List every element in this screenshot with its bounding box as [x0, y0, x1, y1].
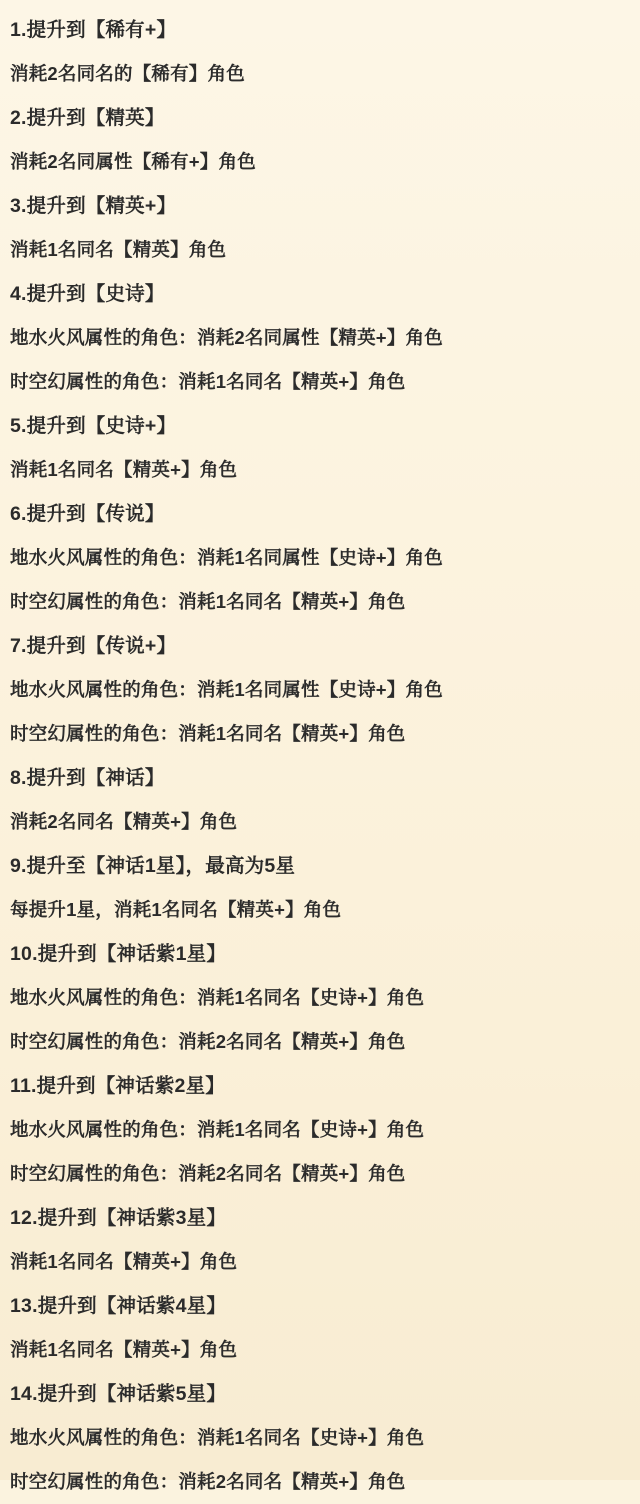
step-6-detail-b: 时空幻属性的角色：消耗1名同名【精英+】角色 — [10, 591, 406, 612]
step-8-title: 8.提升到【神话】 — [10, 767, 165, 789]
step-2-title: 2.提升到【精英】 — [10, 107, 165, 129]
step-14-title: 14.提升到【神话紫5星】 — [10, 1383, 227, 1405]
step-5-detail: 消耗1名同名【精英+】角色 — [10, 459, 238, 480]
step-5-title: 5.提升到【史诗+】 — [10, 415, 177, 437]
step-2-detail: 消耗2名同属性【稀有+】角色 — [10, 151, 256, 172]
step-14-detail-b: 时空幻属性的角色：消耗2名同名【精英+】角色 — [10, 1471, 406, 1492]
step-12-title: 12.提升到【神话紫3星】 — [10, 1207, 227, 1229]
step-1-detail: 消耗2名同名的【稀有】角色 — [10, 63, 245, 84]
step-7-title: 7.提升到【传说+】 — [10, 635, 177, 657]
step-4-detail-a: 地水火风属性的角色：消耗2名同属性【精英+】角色 — [10, 327, 443, 348]
step-10-detail-b: 时空幻属性的角色：消耗2名同名【精英+】角色 — [10, 1031, 406, 1052]
step-6-detail-a: 地水火风属性的角色：消耗1名同属性【史诗+】角色 — [10, 547, 443, 568]
step-7-detail-b: 时空幻属性的角色：消耗1名同名【精英+】角色 — [10, 723, 406, 744]
step-4-detail-b: 时空幻属性的角色：消耗1名同名【精英+】角色 — [10, 371, 406, 392]
step-12-detail: 消耗1名同名【精英+】角色 — [10, 1251, 238, 1272]
step-11-detail-b: 时空幻属性的角色：消耗2名同名【精英+】角色 — [10, 1163, 406, 1184]
step-9-detail: 每提升1星，消耗1名同名【精英+】角色 — [10, 899, 342, 920]
step-14-detail-a: 地水火风属性的角色：消耗1名同名【史诗+】角色 — [10, 1427, 425, 1448]
step-1-title: 1.提升到【稀有+】 — [10, 19, 177, 41]
step-8-detail: 消耗2名同名【精英+】角色 — [10, 811, 238, 832]
step-9-title: 9.提升至【神话1星】，最高为5星 — [10, 855, 296, 877]
step-10-title: 10.提升到【神话紫1星】 — [10, 943, 227, 965]
step-6-title: 6.提升到【传说】 — [10, 503, 165, 525]
step-4-title: 4.提升到【史诗】 — [10, 283, 165, 305]
step-10-detail-a: 地水火风属性的角色：消耗1名同名【史诗+】角色 — [10, 987, 425, 1008]
step-3-detail: 消耗1名同名【精英】角色 — [10, 239, 227, 260]
step-11-detail-a: 地水火风属性的角色：消耗1名同名【史诗+】角色 — [10, 1119, 425, 1140]
step-13-detail: 消耗1名同名【精英+】角色 — [10, 1339, 238, 1360]
step-11-title: 11.提升到【神话紫2星】 — [10, 1075, 225, 1097]
step-3-title: 3.提升到【精英+】 — [10, 195, 177, 217]
step-13-title: 13.提升到【神话紫4星】 — [10, 1295, 227, 1317]
step-7-detail-a: 地水火风属性的角色：消耗1名同属性【史诗+】角色 — [10, 679, 443, 700]
